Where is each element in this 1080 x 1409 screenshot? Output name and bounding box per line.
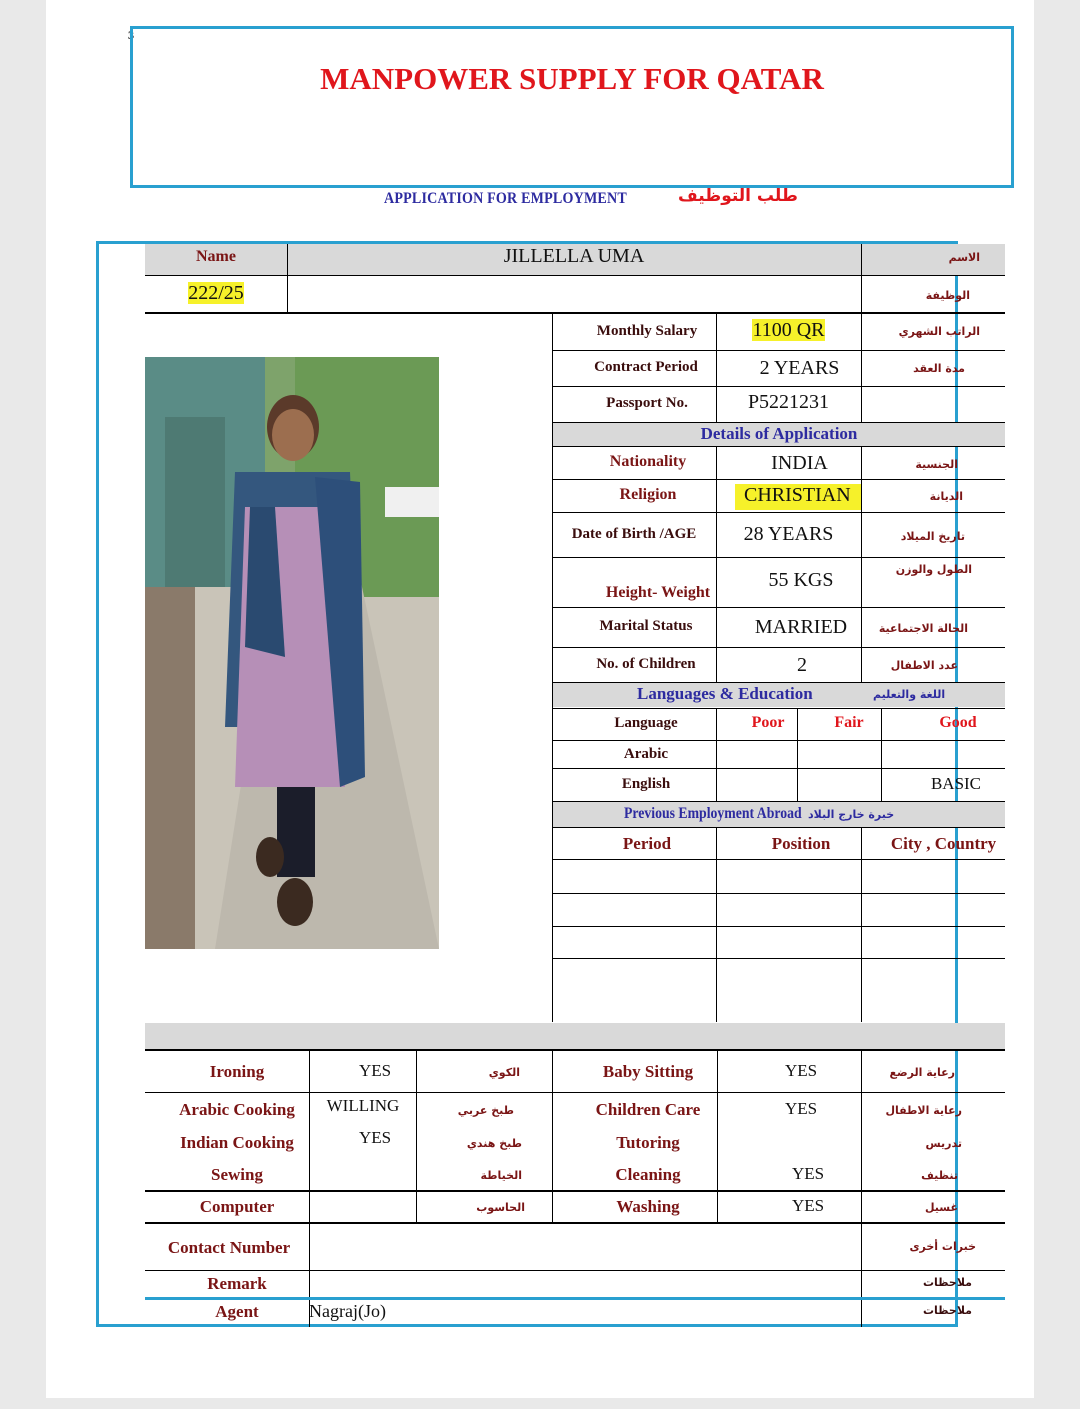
poor-header: Poor <box>751 714 785 731</box>
agent-arabic: ملاحظات <box>923 1304 972 1317</box>
skill-washing-label: Washing <box>616 1197 680 1216</box>
remark-label: Remark <box>207 1274 267 1293</box>
children-label-arabic: عدد الاطفال <box>890 659 958 672</box>
fair-header: Fair <box>834 714 864 731</box>
skill-cleaning-arabic: تنظيف <box>921 1169 958 1182</box>
children-label: No. of Children <box>596 656 696 672</box>
skill-children-care-label: Children Care <box>595 1100 701 1119</box>
nationality-label-arabic: الجنسية <box>915 458 958 471</box>
skill-sewing-arabic: الخياطة <box>480 1169 522 1182</box>
dob-label-arabic: تاريخ الميلاد <box>900 530 965 543</box>
passport-label: Passport No. <box>606 395 688 411</box>
agent-label: Agent <box>215 1302 259 1321</box>
name-label-arabic: الاسم <box>948 251 980 264</box>
details-section-title: Details of Application <box>700 424 858 443</box>
reference-number: 222/25 <box>188 282 244 304</box>
skill-children-care-value: YES <box>784 1099 818 1118</box>
job-label-arabic: الوظيفة <box>925 289 970 302</box>
skill-arabic-cooking-arabic: طبخ عربي <box>457 1104 514 1117</box>
skill-ironing-label: Ironing <box>209 1062 265 1081</box>
contract-label-arabic: مدة العقد <box>913 362 965 375</box>
skill-indian-cooking-label: Indian Cooking <box>180 1133 294 1152</box>
contact-number-arabic: خبرات أخرى <box>909 1240 976 1253</box>
height-weight-label: Height- Weight <box>605 584 711 601</box>
marital-label: Marital Status <box>599 618 693 634</box>
skill-washing-arabic: غسيل <box>924 1201 958 1214</box>
religion-value: CHRISTIAN <box>744 484 851 506</box>
height-weight-label-arabic: الطول والوزن <box>895 563 972 576</box>
skill-baby-sitting-arabic: رعاية الرضع <box>889 1066 955 1079</box>
skill-arabic-cooking-label: Arabic Cooking <box>179 1100 295 1119</box>
corner-mark: 3 <box>128 28 134 42</box>
religion-label: Religion <box>619 486 677 503</box>
religion-label-arabic: الديانة <box>929 490 963 503</box>
skill-baby-sitting-label: Baby Sitting <box>602 1062 694 1081</box>
skill-ironing-arabic: الكوي <box>488 1066 520 1079</box>
employment-section-title: Previous Employment Abroad <box>624 805 802 822</box>
skill-ironing-value: YES <box>358 1061 392 1080</box>
contact-number-label: Contact Number <box>167 1238 291 1257</box>
salary-label: Monthly Salary <box>596 323 698 339</box>
skill-washing-value: YES <box>791 1196 825 1215</box>
dob-label: Date of Birth /AGE <box>571 526 697 542</box>
language-arabic: Arabic <box>623 746 669 762</box>
children-value: 2 <box>797 654 807 676</box>
skill-indian-cooking-arabic: طبخ هندي <box>466 1137 522 1150</box>
contract-label: Contract Period <box>594 359 698 375</box>
name-label: Name <box>196 248 236 265</box>
name-value: JILLELLA UMA <box>503 245 645 267</box>
agent-value: Nagraj(Jo) <box>309 1301 386 1321</box>
nationality-label: Nationality <box>609 453 687 470</box>
language-header: Language <box>614 715 678 731</box>
height-weight-value: 55 KGS <box>768 569 834 591</box>
salary-value: 1100 QR <box>752 319 825 341</box>
applicant-photo <box>145 357 439 949</box>
language-english: English <box>621 776 671 792</box>
skill-tutoring-arabic: تدريس <box>925 1137 962 1150</box>
page-title: MANPOWER SUPPLY FOR QATAR <box>320 61 824 96</box>
skill-computer-arabic: الحاسوب <box>476 1201 525 1214</box>
skill-baby-sitting-value: YES <box>784 1061 818 1080</box>
skill-computer-label: Computer <box>199 1197 275 1216</box>
skill-children-care-arabic: رعاية الاطفال <box>885 1104 962 1117</box>
skill-cleaning-label: Cleaning <box>615 1165 681 1184</box>
dob-value: 28 YEARS <box>743 523 834 545</box>
skill-tutoring-label: Tutoring <box>616 1133 680 1152</box>
position-header: Position <box>771 834 831 853</box>
salary-label-arabic: الراتب الشهري <box>898 325 980 338</box>
title-box <box>130 26 1014 188</box>
form-subtitle: APPLICATION FOR EMPLOYMENT <box>384 190 627 207</box>
remark-arabic: ملاحظات <box>923 1276 972 1289</box>
contract-value: 2 YEARS <box>759 357 840 379</box>
good-header: Good <box>939 714 977 731</box>
skill-indian-cooking-value: YES <box>358 1128 392 1147</box>
skill-arabic-cooking-value: WILLING <box>326 1096 400 1115</box>
period-header: Period <box>622 834 672 853</box>
english-good-value: BASIC <box>930 774 982 793</box>
skill-cleaning-value: YES <box>791 1164 825 1183</box>
nationality-value: INDIA <box>771 452 828 474</box>
languages-section-arabic: اللغة والتعليم <box>873 688 946 701</box>
passport-value: P5221231 <box>747 391 830 413</box>
employment-section-arabic: خبرة خارج البلاد <box>808 808 895 821</box>
city-country-header: City , Country <box>890 834 997 853</box>
form-subtitle-arabic: طلب التوظيف <box>678 186 798 206</box>
marital-value: MARRIED <box>754 616 848 638</box>
skill-sewing-label: Sewing <box>211 1165 263 1184</box>
languages-section-title: Languages & Education <box>637 684 813 703</box>
marital-label-arabic: الحالة الاجتماعية <box>878 622 968 635</box>
